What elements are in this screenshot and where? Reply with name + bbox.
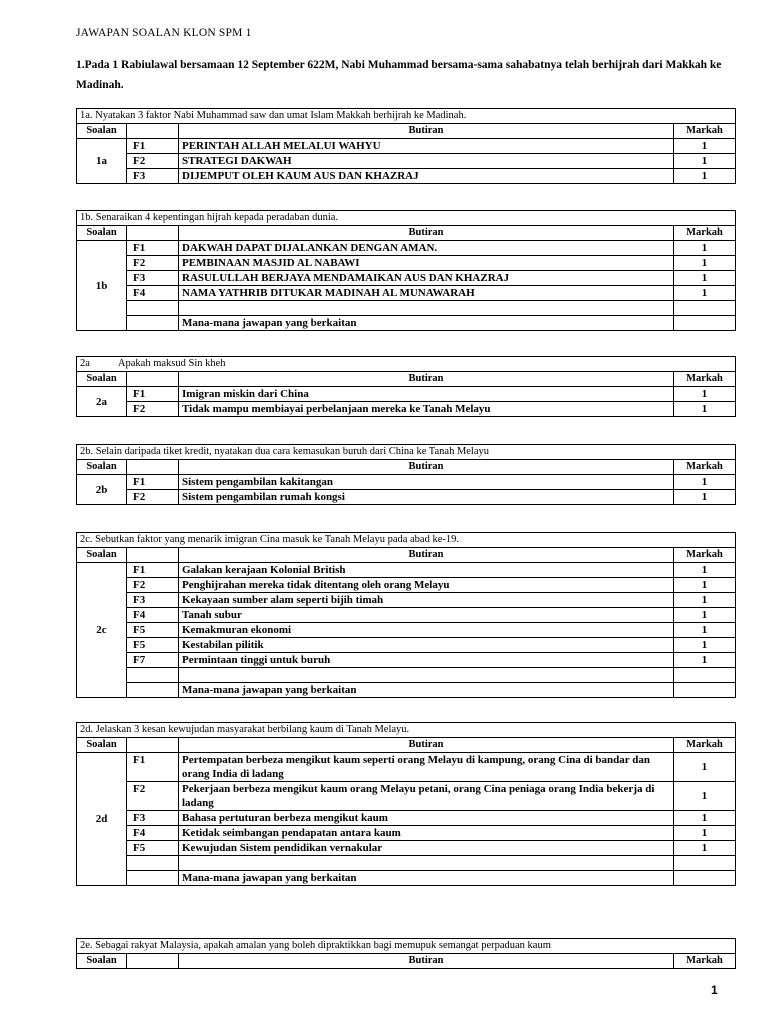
col-header-markah: Markah (674, 124, 736, 139)
factor-code (127, 316, 179, 331)
answer-text: Bahasa pertuturan berbeza mengikut kaum (179, 811, 674, 826)
answer-text: Sistem pengambilan rumah kongsi (179, 490, 674, 505)
factor-code: F5 (127, 623, 179, 638)
col-header-butiran: Butiran (179, 226, 674, 241)
col-header-markah: Markah (674, 372, 736, 387)
answer-table-2b (76, 444, 736, 505)
mark: 1 (674, 387, 736, 402)
factor-code: F2 (127, 490, 179, 505)
table-row (77, 256, 736, 271)
answer-text: NAMA YATHRIB DITUKAR MADINAH AL MUNAWARAH (179, 286, 674, 301)
factor-code: F3 (127, 811, 179, 826)
col-header-soalan: Soalan (77, 954, 127, 969)
table-row (77, 578, 736, 593)
col-header-soalan: Soalan (77, 226, 127, 241)
mark: 1 (674, 826, 736, 841)
mark: 1 (674, 638, 736, 653)
table-row (77, 286, 736, 301)
col-header-butiran: Butiran (179, 124, 674, 139)
factor-code: F1 (127, 387, 179, 402)
table-row (77, 841, 736, 856)
mark (674, 301, 736, 316)
factor-code: F4 (127, 826, 179, 841)
mark: 1 (674, 475, 736, 490)
answer-text: PERINTAH ALLAH MELALUI WAHYU (179, 139, 674, 154)
table-row (77, 826, 736, 841)
col-header-markah: Markah (674, 226, 736, 241)
table-row (77, 653, 736, 668)
col-header-soalan: Soalan (77, 738, 127, 753)
mark: 1 (674, 169, 736, 184)
question-text: 2c. Sebutkan faktor yang menarik imigran Cina masuk ke Tanah Melayu pada abad ke-19. (77, 533, 736, 548)
mark: 1 (674, 402, 736, 417)
col-header-soalan: Soalan (77, 460, 127, 475)
answer-text: Tanah subur (179, 608, 674, 623)
mark (674, 683, 736, 698)
question-text: 2a Apakah maksud Sin kheh (77, 357, 736, 372)
table-row (77, 563, 736, 578)
factor-code: F7 (127, 653, 179, 668)
answer-text: Tidak mampu membiayai perbelanjaan mereka ke Tanah Melayu (179, 402, 674, 417)
question-label: 1a (77, 139, 127, 184)
col-header-butiran: Butiran (179, 548, 674, 563)
mark: 1 (674, 490, 736, 505)
answer-table-2c (76, 532, 736, 698)
mark (674, 668, 736, 683)
factor-code (127, 871, 179, 886)
factor-code: F4 (127, 608, 179, 623)
col-header-butiran: Butiran (179, 372, 674, 387)
table-row (77, 490, 736, 505)
answer-text (179, 668, 674, 683)
col-header-soalan: Soalan (77, 372, 127, 387)
table-row (77, 387, 736, 402)
mark: 1 (674, 811, 736, 826)
factor-code: F2 (127, 256, 179, 271)
mark: 1 (674, 593, 736, 608)
answer-text: DIJEMPUT OLEH KAUM AUS DAN KHAZRAJ (179, 169, 674, 184)
answer-text: Kewujudan Sistem pendidikan vernakular (179, 841, 674, 856)
question-text: 1b. Senaraikan 4 kepentingan hijrah kepada peradaban dunia. (77, 211, 736, 226)
answer-text (179, 301, 674, 316)
mark: 1 (674, 782, 736, 811)
table-row (77, 811, 736, 826)
mark: 1 (674, 753, 736, 782)
mark (674, 316, 736, 331)
col-header-markah: Markah (674, 954, 736, 969)
mark: 1 (674, 286, 736, 301)
mark: 1 (674, 271, 736, 286)
answer-text: Mana-mana jawapan yang berkaitan (179, 316, 674, 331)
answer-table-2a (76, 356, 736, 417)
mark (674, 856, 736, 871)
answer-table-1a (76, 108, 736, 184)
table-row (77, 782, 736, 811)
mark: 1 (674, 256, 736, 271)
table-row (77, 241, 736, 256)
factor-code: F1 (127, 563, 179, 578)
document-title: JAWAPAN SOALAN KLON SPM 1 (76, 27, 252, 39)
answer-text: Kemakmuran ekonomi (179, 623, 674, 638)
factor-code: F1 (127, 753, 179, 782)
mark: 1 (674, 154, 736, 169)
table-row (77, 169, 736, 184)
question-label: 2c (77, 563, 127, 698)
mark: 1 (674, 563, 736, 578)
table-row (77, 475, 736, 490)
factor-code: F3 (127, 271, 179, 286)
answer-text: RASULULLAH BERJAYA MENDAMAIKAN AUS DAN KHAZRAJ (179, 271, 674, 286)
answer-table-2e (76, 938, 736, 969)
col-header-butiran: Butiran (179, 460, 674, 475)
answer-text: Mana-mana jawapan yang berkaitan (179, 871, 674, 886)
table-row (77, 638, 736, 653)
mark: 1 (674, 241, 736, 256)
factor-code (127, 683, 179, 698)
factor-code: F2 (127, 154, 179, 169)
table-row (77, 668, 736, 683)
col-header-markah: Markah (674, 548, 736, 563)
col-header-markah: Markah (674, 738, 736, 753)
table-row (77, 154, 736, 169)
question-label: 1b (77, 241, 127, 331)
answer-text: Pekerjaan berbeza mengikut kaum orang Melayu petani, orang Cina peniaga orang India bekerja di ladang (179, 782, 674, 811)
answer-table-2d (76, 722, 736, 886)
factor-code (127, 856, 179, 871)
col-header-soalan: Soalan (77, 548, 127, 563)
table-row (77, 623, 736, 638)
answer-text: DAKWAH DAPAT DIJALANKAN DENGAN AMAN. (179, 241, 674, 256)
question-text: 2d. Jelaskan 3 kesan kewujudan masyarakat berbilang kaum di Tanah Melayu. (77, 723, 736, 738)
question-label: 2d (77, 753, 127, 886)
table-row (77, 856, 736, 871)
factor-code: F1 (127, 139, 179, 154)
factor-code (127, 301, 179, 316)
table-row (77, 139, 736, 154)
factor-code: F4 (127, 286, 179, 301)
factor-code: F1 (127, 475, 179, 490)
mark: 1 (674, 608, 736, 623)
factor-code: F2 (127, 402, 179, 417)
factor-code: F2 (127, 578, 179, 593)
question-label: 2a (77, 387, 127, 417)
mark: 1 (674, 841, 736, 856)
factor-code: F2 (127, 782, 179, 811)
page-number: 1 (711, 983, 718, 997)
answer-text: Mana-mana jawapan yang berkaitan (179, 683, 674, 698)
answer-text: Permintaan tinggi untuk buruh (179, 653, 674, 668)
table-row (77, 271, 736, 286)
mark: 1 (674, 623, 736, 638)
answer-table-1b (76, 210, 736, 331)
table-row (77, 871, 736, 886)
question-label: 2b (77, 475, 127, 505)
answer-text: STRATEGI DAKWAH (179, 154, 674, 169)
col-header-butiran: Butiran (179, 954, 674, 969)
col-header-soalan: Soalan (77, 124, 127, 139)
col-header-markah: Markah (674, 460, 736, 475)
table-row (77, 753, 736, 782)
mark: 1 (674, 653, 736, 668)
factor-code: F1 (127, 241, 179, 256)
question-text: 2b. Selain daripada tiket kredit, nyatakan dua cara kemasukan buruh dari China ke Tanah Melayu (77, 445, 736, 460)
factor-code: F5 (127, 841, 179, 856)
mark: 1 (674, 578, 736, 593)
answer-text: Imigran miskin dari China (179, 387, 674, 402)
factor-code (127, 668, 179, 683)
table-row (77, 683, 736, 698)
table-row (77, 301, 736, 316)
answer-text: Galakan kerajaan Kolonial British (179, 563, 674, 578)
answer-text: Pertempatan berbeza mengikut kaum seperti orang Melayu di kampung, orang Cina di bandar dan orang India di ladang (179, 753, 674, 782)
factor-code: F3 (127, 593, 179, 608)
factor-code: F3 (127, 169, 179, 184)
col-header-butiran: Butiran (179, 738, 674, 753)
answer-text: Ketidak seimbangan pendapatan antara kaum (179, 826, 674, 841)
table-row (77, 316, 736, 331)
answer-text: Sistem pengambilan kakitangan (179, 475, 674, 490)
question-text: 2e. Sebagai rakyat Malaysia, apakah amalan yang boleh dipraktikkan bagi memupuk semangat perpaduan kaum (77, 939, 736, 954)
mark: 1 (674, 139, 736, 154)
answer-text (179, 856, 674, 871)
answer-text: PEMBINAAN MASJID AL NABAWI (179, 256, 674, 271)
answer-text: Kekayaan sumber alam seperti bijih timah (179, 593, 674, 608)
mark (674, 871, 736, 886)
question-text: 1a. Nyatakan 3 faktor Nabi Muhammad saw dan umat Islam Makkah berhijrah ke Madinah. (77, 109, 736, 124)
factor-code: F5 (127, 638, 179, 653)
table-row (77, 402, 736, 417)
table-row (77, 593, 736, 608)
answer-text: Kestabilan pilitik (179, 638, 674, 653)
answer-text: Penghijrahan mereka tidak ditentang oleh orang Melayu (179, 578, 674, 593)
table-row (77, 608, 736, 623)
question-intro: 1.Pada 1 Rabiulawal bersamaan 12 September 622M, Nabi Muhammad bersama-sama sahabatnya telah berhijrah dari Makkah ke Madinah. (76, 59, 722, 91)
